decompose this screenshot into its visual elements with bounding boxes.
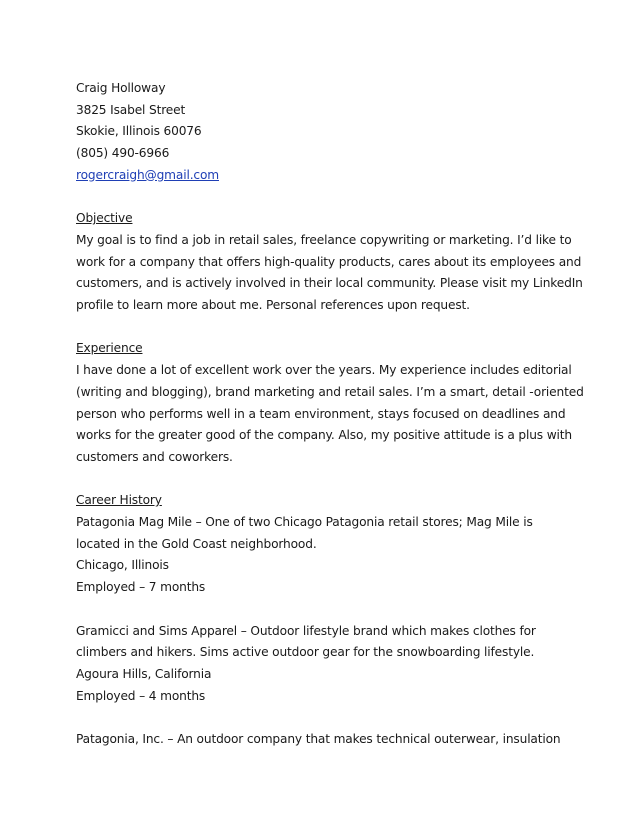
contact-email-link[interactable]: rogercraigh@gmail.com (76, 167, 219, 182)
objective-line: profile to learn more about me. Personal references upon request. (76, 298, 470, 313)
job-location: Agoura Hills, California (76, 666, 212, 681)
contact-name: Craig Holloway (76, 81, 166, 95)
experience-line: person who performs well in a team environment, stays focused on deadlines and (76, 406, 566, 421)
contact-city: Skokie, Illinois 60076 (76, 124, 202, 139)
job-location: Chicago, Illinois (76, 558, 169, 573)
job-entry (76, 621, 576, 708)
experience-section (76, 338, 584, 468)
job-duration: Employed – 7 months (76, 580, 206, 595)
experience-line: I have done a lot of excellent work over the years. My experience includes editorial (76, 363, 572, 378)
objective-line: work for a company that offers high-quality products, cares about its employees and (76, 254, 582, 269)
contact-phone: (805) 490-6966 (76, 146, 170, 161)
job-description: climbers and hikers. Sims active outdoor gear for the snowboarding lifestyle. (76, 645, 535, 660)
experience-line: customers and coworkers. (76, 449, 233, 464)
job-entry (76, 512, 576, 599)
job-description: located in the Gold Coast neighborhood. (76, 536, 317, 551)
objective-line: My goal is to find a job in retail sales, freelance copywriting or marketing. I’d like to (76, 232, 572, 247)
contact-street: 3825 Isabel Street (76, 102, 186, 117)
objective-heading: Objective (76, 211, 133, 226)
objective-line: customers, and is actively involved in their local community. Please visit my LinkedIn (76, 276, 583, 291)
job-duration: Employed – 4 months (76, 688, 206, 703)
experience-line: (writing and blogging), brand marketing and retail sales. I’m a smart, detail -oriented (76, 384, 584, 399)
experience-heading: Experience (76, 341, 143, 356)
career-history-section (76, 490, 576, 750)
experience-line: works for the greater good of the company. Also, my positive attitude is a plus with (76, 428, 572, 443)
objective-section (76, 208, 583, 317)
job-description: Patagonia, Inc. – An outdoor company that makes technical outerwear, insulation (76, 732, 561, 747)
job-description: Gramicci and Sims Apparel – Outdoor lifestyle brand which makes clothes for (76, 623, 536, 638)
job-description: Patagonia Mag Mile – One of two Chicago Patagonia retail stores; Mag Mile is (76, 515, 533, 530)
job-entry (76, 729, 576, 751)
resume-page (76, 78, 584, 751)
contact-block (76, 78, 576, 187)
career-history-heading: Career History (76, 493, 162, 508)
